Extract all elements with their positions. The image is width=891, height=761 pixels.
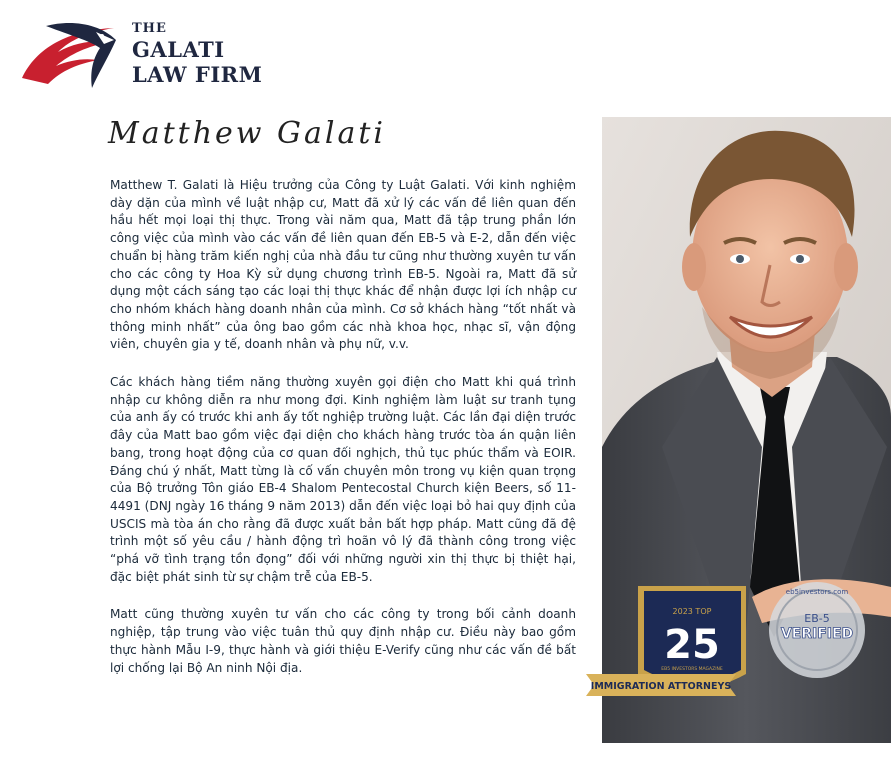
eb5-verified-badge	[762, 578, 872, 682]
attorney-bio	[110, 177, 576, 697]
logo-line-galati: GALATI	[132, 37, 225, 62]
logo-wordmark	[132, 22, 262, 85]
eagle-icon	[18, 18, 118, 90]
badge-small-text: EB5 INVESTORS MAGAZINE	[661, 667, 723, 672]
bio-paragraph-2: Các khách hàng tiềm năng thường xuyên gọi điện cho Matt khi quá trình nhập cư không diễn ra như mong đợi. Kinh nghiệm làm luật sư tranh tụng của anh ấy có trước khi anh ấy tốt nghiệp trường luật. Các lần đại diện trước đây của Matt bao gồm việc đại diện cho khách hàng trước tòa án quận liên bang, trong hoạt động của cơ quan đối nghịch, thủ tục phúc thẩm và EOIR. Đáng chú ý nhất, Matt từng là cố vấn chuyên môn trong vụ kiện quan trọng của Bộ trưởng Tôn giáo EB-4 Shalom Pentecostal Church kiện Beers, số 11-4491 (DNJ ngày 16 tháng 9 năm 2013) dẫn đến việc loại bỏ hai quy định của USCIS mà tòa án cho rằng đã được xuất bản bất hợp pháp. Matt cũng đã đệ trình một số yêu cầu / hành động trì hoãn vô lý đã thành công trong việc “phá vỡ tình trạng tồn đọng” đối với những người xin thị thực bị thiệt hại, đặc biệt phát sinh từ sự chậm trễ của EB-5.	[110, 375, 576, 584]
logo-line-law-firm: LAW FIRM	[132, 62, 263, 87]
badge-year-label: 2023 TOP	[672, 607, 712, 616]
attorney-name-heading: Matthew Galati	[108, 116, 386, 151]
eb5-badge-line1: EB-5	[804, 612, 830, 625]
top-25-immigration-attorneys-badge	[586, 582, 756, 704]
badge-ribbon-text: IMMIGRATION ATTORNEYS	[590, 681, 732, 692]
firm-logo[interactable]	[18, 18, 278, 90]
logo-line-the: THE	[132, 21, 167, 36]
eb5-badge-top-text: eb5investors.com	[785, 588, 849, 596]
bio-paragraph-3: Matt cũng thường xuyên tư vấn cho các công ty trong bối cảnh doanh nghiệp, tập trung vào việc tuân thủ quy định nhập cư. Điều này bao gồm thực hành Mẫu I-9, thực hành và giới thiệu E-Verify cũng như các vấn đề bất lợi chống lại Bộ An ninh Nội địa.	[110, 607, 576, 675]
bio-paragraph-1: Matthew T. Galati là Hiệu trưởng của Công ty Luật Galati. Với kinh nghiệm dày dặn của mình về luật nhập cư, Matt đã xử lý các vấn đề liên quan đến hầu hết mọi loại thị thực. Trong vài năm qua, Matt đã tập trung phần lớn công việc của mình vào các vấn đề liên quan đến EB-5 và E-2, dẫn đến việc chuẩn bị hàng trăm kiến nghị của nhà đầu tư cũng như thường xuyên tư vấn cho các công ty Hoa Kỳ sử dụng chương trình EB-5. Ngoài ra, Matt đã sử dụng một cách sáng tạo các loại thị thực khác để nhận được lợi ích nhập cư cho nhóm khách hàng doanh nhân của mình. Cơ sở khách hàng “tốt nhất và thông minh nhất” của ông bao gồm các nhà khoa học, nhạc sĩ, vận động viên, chuyên gia y tế, doanh nhân và phụ nữ, v.v.	[110, 178, 576, 352]
eb5-badge-line2: VERIFIED	[780, 626, 854, 642]
badge-number: 25	[664, 622, 720, 668]
